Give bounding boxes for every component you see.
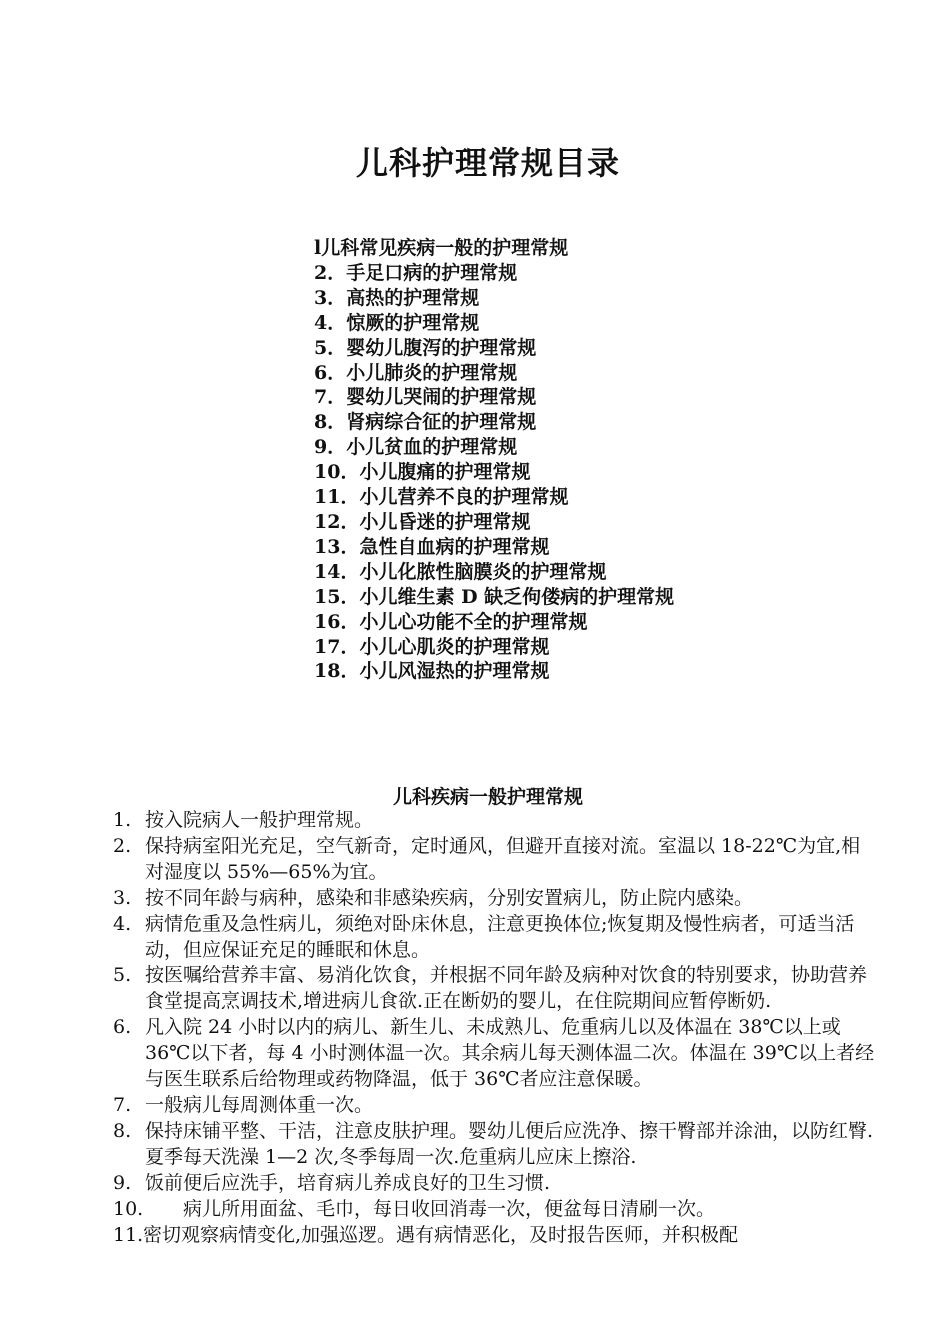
rule-item	[113, 1197, 879, 1223]
toc-item-text: 小儿心肌炎的护理常规	[359, 635, 550, 658]
toc-item-text: 小儿贫血的护理常规	[346, 436, 518, 459]
toc-item	[314, 510, 674, 535]
toc-item	[314, 286, 674, 311]
rule-text: 一般病儿每周测体重一次。	[145, 1093, 374, 1116]
toc-item	[314, 460, 674, 485]
rule-item	[113, 912, 879, 964]
toc-item-number: 10．	[314, 461, 360, 484]
toc-item-text: 婴幼儿腹泻的护理常规	[346, 336, 537, 359]
section-heading: 儿科疾病一般护理常规	[392, 786, 583, 808]
rule-number: 4.	[113, 912, 132, 935]
toc-item-number: 4．	[314, 311, 347, 334]
toc-item-text: 小儿化脓性脑膜炎的护理常规	[359, 560, 607, 583]
rule-item	[113, 1119, 879, 1171]
toc-item-text: 小儿心功能不全的护理常规	[359, 610, 588, 633]
rule-text: 按入院病人一般护理常规。	[145, 809, 374, 831]
toc-item	[314, 410, 674, 435]
rule-number: 8.	[113, 1119, 132, 1142]
toc-item-number: 17．	[314, 635, 360, 658]
rule-text: 病儿所用面盆、毛巾，每日收回消毒一次，便盆每日清刷一次。	[183, 1197, 716, 1220]
toc-item	[314, 336, 674, 361]
rule-number: 11.	[113, 1223, 144, 1246]
toc-item-text: 小儿腹痛的护理常规	[359, 461, 531, 484]
rule-number: 7.	[113, 1093, 132, 1116]
toc-item	[314, 659, 674, 684]
toc-item-number: 7．	[314, 386, 347, 409]
toc-item-text: 儿科常见疾病一般的护理常规	[321, 237, 569, 259]
rule-text: 按医嘱给营养丰富、易消化饮食，并根据不同年龄及病种对饮食的特别要求，协助营养食堂提高烹调技术,增进病儿食欲.正在断奶的婴儿，在住院期间应暂停断奶.	[145, 964, 868, 1013]
rule-item	[113, 1171, 879, 1197]
rule-text: 保持床铺平整、干洁，注意皮肤护理。婴幼儿便后应洗净、擦干臀部并涂油，以防红臀.夏季每天洗澡 1—2 次,冬季每周一次.危重病儿应床上擦浴.	[145, 1119, 874, 1168]
toc-item-text: 婴幼儿哭闹的护理常规	[346, 386, 537, 409]
rule-text: 病情危重及急性病儿，须绝对卧床休息，注意更换体位;恢复期及慢性病者，可适当活动，但应保证充足的睡眠和休息。	[145, 912, 855, 961]
toc-item	[314, 485, 674, 510]
toc-item-number: 3．	[314, 286, 347, 309]
rule-number: 2.	[113, 834, 132, 857]
toc-item	[314, 585, 674, 610]
toc-item	[314, 535, 674, 560]
rule-text: 保持病室阳光充足，空气新奇，定时通风，但避开直接对流。室温以 18-22℃为宜,相对湿度以 55%—65%为宜。	[145, 834, 861, 883]
rule-item	[113, 834, 879, 886]
rule-item	[113, 1015, 879, 1093]
rule-number: 6.	[113, 1016, 132, 1039]
toc-item	[314, 385, 674, 410]
toc-item-number: 18．	[314, 660, 360, 683]
toc-item	[314, 361, 674, 386]
toc-item	[314, 261, 674, 286]
rule-item	[113, 963, 879, 1015]
toc-item-text: 急性自血病的护理常规	[359, 535, 550, 558]
toc-item-number: 2．	[314, 261, 347, 284]
rule-item	[113, 886, 879, 912]
toc-item-text: 小儿肺炎的护理常规	[346, 361, 518, 384]
toc-item-text: 肾病综合征的护理常规	[346, 411, 537, 434]
toc-item-number: 9．	[314, 436, 347, 459]
toc-item	[314, 236, 674, 261]
document-title: 儿科护理常规目录	[355, 144, 620, 182]
toc-item-text: 惊厥的护理常规	[346, 311, 480, 334]
toc-item-number: 14．	[314, 560, 360, 583]
rule-text: 密切观察病情变化,加强巡逻。遇有病情恶化，及时报告医师，并积极配	[143, 1223, 739, 1246]
toc-item	[314, 635, 674, 660]
toc-item-text: 小儿维生素 D 缺乏佝偻病的护理常规	[359, 585, 675, 608]
toc-item	[314, 560, 674, 585]
rule-text: 凡入院 24 小时以内的病儿、新生儿、未成熟儿、危重病儿以及体温在 38℃以上或 36℃以下者，每 4 小时测体温一次。其余病儿每天测体温二次。体温在 39℃以上者经与医生联系后给物理或药物降温，低于 36℃者应注意保暖。	[145, 1016, 875, 1091]
rule-number: 5.	[113, 964, 132, 987]
rule-item	[113, 808, 879, 834]
nursing-rules-list	[113, 808, 879, 1248]
rule-number: 3.	[113, 886, 132, 909]
toc-item	[314, 435, 674, 460]
rule-text: 饭前便后应洗手，培育病儿养成良好的卫生习惯.	[145, 1171, 551, 1194]
toc-item-text: 高热的护理常规	[346, 286, 480, 309]
rule-number: 1.	[113, 809, 132, 831]
toc-item-number: 6．	[314, 361, 347, 384]
toc-item-text: 手足口病的护理常规	[346, 261, 518, 284]
rule-text: 按不同年龄与病种，感染和非感染疾病，分别安置病儿，防止院内感染。	[145, 886, 754, 909]
toc-item-text: 小儿营养不良的护理常规	[359, 486, 569, 509]
toc-item-number: 12．	[314, 510, 360, 533]
toc-item	[314, 610, 674, 635]
toc-item-number: 5．	[314, 336, 347, 359]
toc-item-number: 16．	[314, 610, 360, 633]
table-of-contents	[314, 236, 674, 684]
toc-item-number: 13．	[314, 535, 360, 558]
rule-item	[113, 1093, 879, 1119]
rule-item	[113, 1223, 879, 1249]
toc-item-text: 小儿风湿热的护理常规	[359, 660, 550, 683]
toc-item-number: l	[314, 237, 322, 259]
toc-item-number: 15．	[314, 585, 360, 608]
toc-item-number: 11．	[314, 486, 360, 509]
rule-number: 10.	[113, 1197, 144, 1220]
toc-item-text: 小儿昏迷的护理常规	[359, 510, 531, 533]
rule-number: 9.	[113, 1171, 132, 1194]
toc-item	[314, 311, 674, 336]
toc-item-number: 8．	[314, 411, 347, 434]
